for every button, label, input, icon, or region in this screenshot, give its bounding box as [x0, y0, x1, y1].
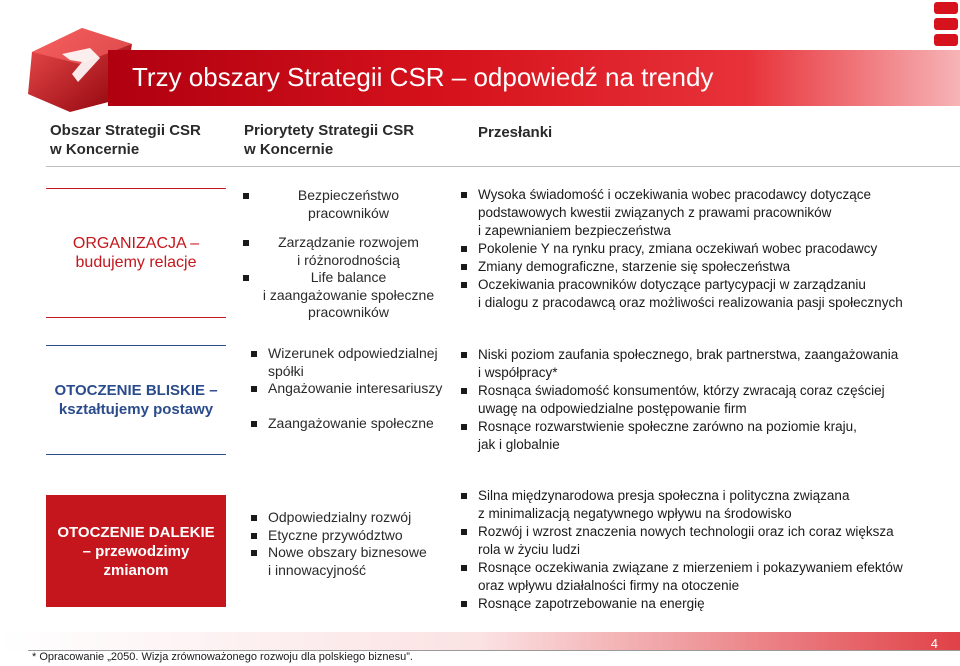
column-header-premises: Przesłanki	[478, 124, 553, 141]
list-item: Rosnące oczekiwania związane z mierzeniem i pokazywaniem efektów oraz wpływu działalności firmy na otoczenie	[460, 559, 950, 595]
area-otoczenie-dalekie: OTOCZENIE DALEKIE – przewodzimy zmianom	[46, 495, 226, 607]
premises-list-row2	[460, 346, 950, 454]
list-item: Zaangażowanie społeczne	[250, 415, 460, 433]
premises-list-row3	[460, 487, 950, 613]
header-divider	[46, 166, 960, 167]
list-item: Bezpieczeństwo pracowników	[242, 187, 437, 222]
list-item: Odpowiedzialny rozwój	[250, 509, 460, 527]
list-item: Oczekiwania pracowników dotyczące partycypacji w zarządzaniu i dialogu z pracodawcą oraz możliwości realizowania pasji społecznych	[460, 276, 950, 312]
list-item: Nowe obszary biznesowe i innowacyjność	[250, 544, 460, 579]
list-item: Rozwój i wzrost znaczenia nowych technologii oraz ich coraz większa rola w życiu ludzi	[460, 523, 950, 559]
column-header-priorities: Priorytety Strategii CSR w Koncernie	[244, 122, 415, 158]
list-item: Etyczne przywództwo	[250, 527, 460, 545]
list-item: Rosnące zapotrzebowanie na energię	[460, 595, 950, 613]
corner-brand-mark-icon	[934, 2, 958, 48]
priorities-list-row3	[250, 509, 460, 579]
page-number: 4	[930, 636, 938, 651]
list-item: Wysoka świadomość i oczekiwania wobec pracodawcy dotyczące podstawowych kwestii związanych z prawami pracowników i zapewnianiem bezpieczeństwa	[460, 186, 950, 240]
list-item: Wizerunek odpowiedzialnej spółki	[250, 345, 460, 380]
area-organizacja: ORGANIZACJA – budujemy relacje	[46, 188, 226, 318]
list-item: Zarządzanie rozwojem i różnorodnością	[242, 234, 437, 269]
page-title: Trzy obszary Strategii CSR – odpowiedź na trendy	[132, 62, 714, 92]
list-item: Rosnąca świadomość konsumentów, którzy zwracają coraz częściej uwagę na odpowiedzialne postępowanie firm	[460, 382, 950, 418]
area-otoczenie-bliskie: OTOCZENIE BLISKIE – kształtujemy postawy	[46, 345, 226, 455]
premises-list-row1	[460, 186, 950, 312]
priorities-list-row2	[250, 345, 460, 432]
footer-bar	[0, 632, 960, 650]
list-item: Rosnące rozwarstwienie społeczne zarówno na poziomie kraju, jak i globalnie	[460, 418, 950, 454]
list-item: Pokolenie Y na rynku pracy, zmiana oczekiwań wobec pracodawcy	[460, 240, 950, 258]
column-header-area: Obszar Strategii CSR w Koncernie	[50, 122, 201, 158]
list-item: Silna międzynarodowa presja społeczna i polityczna związana z minimalizacją negatywnego wpływu na środowisko	[460, 487, 950, 523]
priorities-list-row1	[242, 187, 437, 322]
list-item: Angażowanie interesariuszy	[250, 380, 460, 398]
list-item: Zmiany demograficzne, starzenie się społeczeństwa	[460, 258, 950, 276]
list-item: Niski poziom zaufania społecznego, brak partnerstwa, zaangażowania i współpracy*	[460, 346, 950, 382]
list-item: Life balance i zaangażowanie społeczne pracowników	[242, 269, 437, 322]
footnote: * Opracowanie „2050. Wizja zrównoważonego rozwoju dla polskiego biznesu”.	[32, 651, 413, 663]
